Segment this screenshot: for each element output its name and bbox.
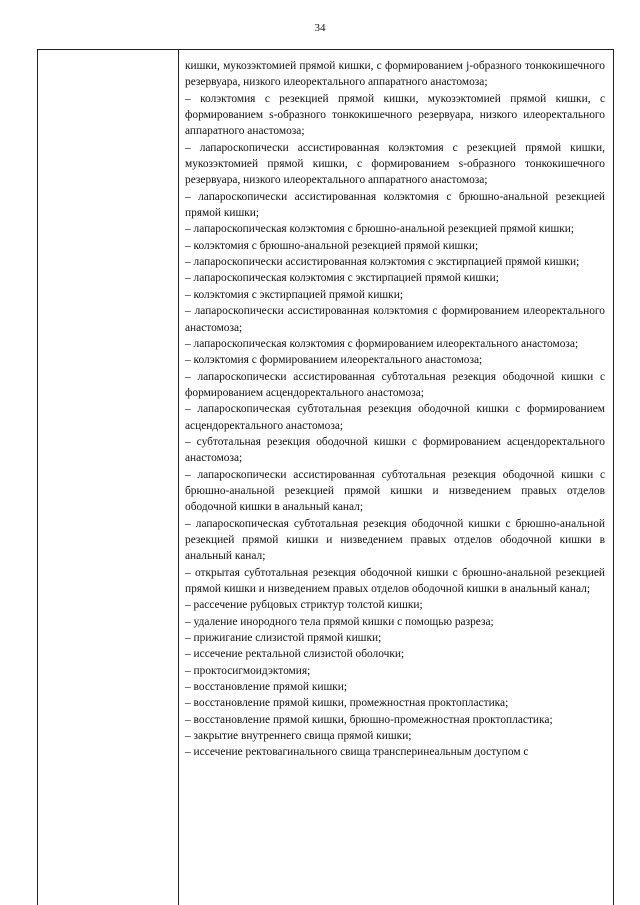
procedure-item: – лапароскопически ассистированная колэктомия с экстирпацией прямой кишки;	[185, 256, 580, 269]
procedure-item: – рассечение рубцовых стриктур толстой кишки;	[185, 599, 423, 612]
procedure-item: – лапароскопически ассистированная колэктомия с формированием илеоректального анастомоза;	[185, 305, 605, 334]
procedure-item: – восстановление прямой кишки, промежностная проктопластика;	[185, 697, 509, 710]
page-number: 34	[314, 22, 326, 34]
procedure-item: – лапароскопически ассистированная колэктомия с брюшно-анальной резекцией прямой кишки;	[185, 190, 605, 220]
procedure-item: – лапароскопическая субтотальная резекция ободочной кишки с формированием асцендоректального анастомоза;	[185, 403, 605, 432]
procedure-item: – лапароскопически ассистированная колэктомия с резекцией прямой кишки, мукозэктомией прямой кишки, с формированием s-образного тонкокишечного резервуара, низкого илеоректального аппаратного анастомоза;	[185, 141, 605, 187]
procedure-item: – лапароскопически ассистированная субтотальная резекция ободочной кишки с формированием асцендоректального анастомоза;	[185, 370, 605, 399]
table-left-column	[38, 50, 179, 905]
procedure-item: – колэктомия с брюшно-анальной резекцией прямой кишки;	[185, 239, 479, 252]
procedure-item: – удаление инородного тела прямой кишки с помощью разреза;	[185, 615, 494, 628]
procedure-item: – лапароскопическая колэктомия с формированием илеоректального анастомоза;	[185, 337, 579, 350]
procedure-item: – восстановление прямой кишки;	[185, 681, 348, 694]
procedure-item: – лапароскопически ассистированная субтотальная резекция ободочной кишки с брюшно-анальной резекцией прямой кишки и низведением правых отделов ободочной кишки в анальный канал;	[185, 468, 605, 514]
procedure-item: – иссечение ректовагинального свища трансперинеальным доступом с	[185, 746, 529, 759]
procedure-item: – восстановление прямой кишки, брюшно-промежностная проктопластика;	[185, 713, 553, 726]
procedure-list	[185, 58, 605, 761]
procedure-item: – субтотальная резекция ободочной кишки с формированием асцендоректального анастомоза;	[185, 435, 605, 465]
procedure-item: – лапароскопическая колэктомия с экстирпацией прямой кишки;	[185, 272, 499, 285]
procedure-item: – колэктомия с резекцией прямой кишки, мукозэктомией прямой кишки, с формированием s-образного тонкокишечного резервуара, низкого илеоректального аппаратного анастомоза;	[185, 92, 605, 138]
procedure-item: – закрытие внутреннего свища прямой кишки;	[185, 730, 412, 743]
procedure-item: – колэктомия с формированием илеоректального анастомоза;	[185, 354, 483, 367]
procedure-item: – иссечение ректальной слизистой оболочки;	[185, 648, 405, 661]
procedures-table	[37, 49, 614, 905]
procedure-item: – лапароскопическая колэктомия с брюшно-анальной резекцией прямой кишки;	[185, 223, 575, 236]
procedure-item: – колэктомия с экстирпацией прямой кишки;	[185, 288, 403, 301]
procedure-item: – открытая субтотальная резекция ободочной кишки с брюшно-анальной резекцией прямой кишки и низведением правых отделов ободочной кишки в анальный канал;	[185, 566, 605, 595]
procedure-item: – проктосигмоидэктомия;	[185, 664, 311, 677]
procedure-item: – лапароскопическая субтотальная резекция ободочной кишки с брюшно-анальной резекцией прямой кишки и низведением правых отделов ободочной кишки в анальный канал;	[185, 517, 605, 563]
procedure-item: – прижигание слизистой прямой кишки;	[185, 632, 382, 645]
procedure-item: кишки, мукозэктомией прямой кишки, с формированием j-образного тонкокишечного резервуара, низкого илеоректального аппаратного анастомоза;	[185, 60, 605, 89]
